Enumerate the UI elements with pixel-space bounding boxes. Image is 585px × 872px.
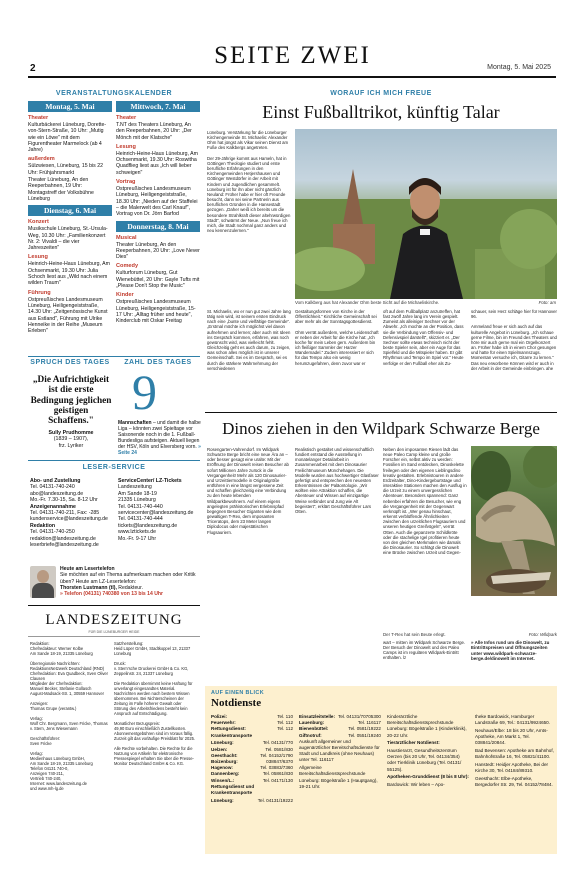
calendar-event: Theater Lüneburg, An den Reeperbahnen, 19 Uhr: Montagstreff der Volksbühne Lüneburg bbox=[28, 177, 94, 202]
emergency-phone[interactable]: Tel. 112 bbox=[277, 720, 293, 726]
emergency-row: theke Bardowick, Hamburger Landstraße 69, Tel.: 04131/9924650. bbox=[475, 714, 551, 726]
service-red-phone[interactable]: Tel. 04131-740-250 bbox=[30, 529, 75, 536]
article1-kicker: WORAUF ICH MICH FREUE bbox=[330, 90, 432, 97]
emergency-label: Dannenberg: bbox=[211, 771, 240, 777]
emergency-row: Tierärztlicher Notdienst: bbox=[387, 740, 440, 746]
page-header bbox=[0, 0, 585, 78]
divider bbox=[28, 356, 200, 357]
emergency-row: Krankentransporte bbox=[211, 732, 253, 738]
vicar-photo-illustration bbox=[295, 129, 557, 299]
quote-text: „Die Aufrichtigkeit ist die erste Bedingung jeglichen geistigen Schaffens." bbox=[30, 375, 112, 427]
article1-col1: St. Michaelis, wo er nun gut zwei Jahre lang tätig sein wird, ist seinem ersten Eindruck nach eine „bunte und vielfältige Gemeinde". „Erstmal möchte ich möglichst viel davon aufnehmen und lernen; aber auch mit Ideen ins Gespräch kommen, erfahren, was noch gewünscht wird, was vielleicht fehlt. Gleichzeitig geht es auch darum, zu zeigen, was schon alles möglich ist in unserer Gemeinschaft. Sei es im Gespräch, sei es durch die stärkere Wahrnehmung der verschiedenen bbox=[207, 309, 291, 371]
quote-author-role: frz. Lyriker bbox=[58, 442, 84, 449]
service-line: Am Sande 18-19 bbox=[118, 490, 157, 497]
divider bbox=[28, 605, 200, 606]
service-line[interactable]: servicecenter@landeszeitung.de bbox=[118, 510, 194, 517]
article2-col2: Realistisch gestaltet und wissenschaftlich fundiert entstand die Ausstellung in monatelanger Detailarbeit in Zusammenarbeit mit dem Dinosaurier Freilichtmuseum Münchehagen. Die Modelle wurden aus hochwertiger Glasfaser gefertigt und entsprechen den neuesten Erkenntnissen der Paläontologie. „Wir wollten eine Attraktion schaffen, die Abenteuer und Wissen auf einzigartige Weise verbindet und Jung wie Alt begeistert", erklärt Geschäftsführer Lars Otten. bbox=[295, 447, 379, 514]
emergency-label: Boizenburg: bbox=[211, 758, 238, 764]
lesertelefon-phone[interactable]: » Telefon (04131) 740380 von 13 bis 14 Uhr bbox=[60, 591, 163, 598]
article2-col1: Rosengarten-Vahrendorf. Im Wildpark Schwarze Berge bricht eine neue Ära an – oder besser gesagt eine uralte: Mit der Eröffnung der Dinowelt reisen Besucher ab sofort Millionen Jahre zurück in die Vergangenheit! Mehr als 120 Dinosaurier- und Urzeittiermodelle in Originalgröße entführen in eine längst vergessene Zeit und schaffen gleichzeitig eine Verbindung zu den heute lebenden Wildparkbewohnern. Auf einem eigens angelegten prähistorischen Erlebnispfad begegnen Besucher Giganten wie dem gewaltigen T-Rex, dem imposanten Triceratops, dem 23 Meter langen Diplodocus oder majestätischen Flugsauriern. bbox=[207, 447, 289, 535]
service-red-title: Redaktion bbox=[30, 522, 56, 529]
service-line: Mo.-Fr. 9-17 Uhr bbox=[118, 535, 157, 542]
emergency-col2 bbox=[299, 714, 381, 791]
calendar-category: Vortrag bbox=[116, 179, 136, 186]
emergency-kicker: AUF EINEN BLICK bbox=[211, 690, 265, 696]
article1-col4: schauer, sein Herz schläge hier für Hannover 96. Ammeland freue er sich auch auf das kulturelle Angebot in Lüneburg. „Ich schaue gerne Filme, bin im Freund des Theaters und höre mir auch gerne mal ein Orgelkonzert an. Früher habe ich in einem Chor gesungen und hatte für einen Spielmannszugs. Momentan versuche ich, Gitarre zu lernen." Das neu erworbene Können wird er auch in der Arbeit in der Gemeinde einbringen. ahe bbox=[471, 309, 557, 371]
article1-photo-credit: Foto: am bbox=[538, 300, 556, 305]
emergency-title: Notdienste bbox=[211, 697, 262, 709]
divider bbox=[28, 636, 200, 637]
emergency-phone[interactable]: Tel. 04152/1790 bbox=[260, 752, 293, 758]
emergency-row: Neuhaus/Elbe: 18 bis 20 Uhr, Amts-Apotheke, Am Markt 1, Tel. 038841/20844. bbox=[475, 727, 548, 746]
calendar-category: Comedy bbox=[116, 263, 139, 270]
calendar-day-heading: Dienstag, 6. Mai bbox=[28, 205, 112, 216]
service-abo-title: Abo- und Zustellung bbox=[30, 478, 81, 484]
emergency-label: Uelzen: bbox=[211, 746, 228, 752]
emergency-label: Feuerwehr: bbox=[211, 720, 236, 726]
emergency-row: Bad Bevensen: Apotheke am Bahnhof, Bahnhofstraße 16, Tel. 05821/41100. bbox=[475, 748, 554, 760]
calendar-event: Kulturforum Lüneburg, Gut Wienebüttel, 20 Uhr: Gayle Tufts mit „Please Don't Stop the Music" bbox=[116, 270, 200, 290]
service-center-title: ServiceCenter/ LZ-Tickets bbox=[118, 478, 182, 484]
calendar-day-heading: Donnerstag, 8. Mai bbox=[116, 221, 200, 232]
masthead-subtitle: FÜR DIE LÜNEBURGER HEIDE bbox=[88, 630, 140, 634]
calendar-category: Lesung bbox=[28, 254, 48, 261]
calendar-category: Führung bbox=[28, 289, 51, 296]
calendar-event: Ostpreußisches Landesmuseum Lüneburg, Heiligengeiststraße, 14.30 Uhr: „Zeitgenössische Kunst aus Estland", Führung mit Ulrike Henneike in der Reihe „Museum Erleben" bbox=[28, 296, 108, 335]
emergency-phone[interactable]: Tel. 116117 bbox=[357, 720, 381, 726]
calendar-category: außerdem bbox=[28, 156, 55, 163]
number-ref[interactable]: » Seite 24 bbox=[118, 444, 201, 457]
article2-photo-credit: Foto: Wildpark bbox=[528, 632, 557, 637]
service-anz-title: Anzeigenannahme bbox=[30, 503, 76, 510]
emergency-label: Lüneburg: bbox=[211, 740, 234, 746]
imprint-column-2: Satzherstellung: Heid Lüper GmbH, Stadtkoppel 13, 21337 Lüneburg Druck: v. Stern'sche Druckerei GmbH & Co. KG, Zeppelinstr. 24, 21337 Lüneburg Die Redaktion übernimmt keine Haftung für unverlangt eingesandtes Material. Nachrichten werden nach bestem Wissen übernommen. Bei Nichterscheinen der Zeitung im Falle höherer Gewalt oder Störung des Arbeitsfriedens besteht kein Anspruch auf Entschädigung. Monatlicher Bezugspreis: 49,90 Euro einschließlich Zustellkosten. Abonnementgebühren sind im Voraus fällig. Zurzeit gilt das vorläufige Preisblatt für 2025. Alle Rechte vorbehalten. Die Rechte für die Nutzung von Artikeln für elektronische Pressespiegel erhalten Sie über die Presse-Monitor Deutschland GmbH & Co. KG. bbox=[114, 641, 196, 766]
calendar-event: Sülzwiesen, Lüneburg, 15 bis 22 Uhr: Frühjahrsmarkt bbox=[28, 163, 103, 176]
divider bbox=[28, 460, 200, 461]
header-rule bbox=[28, 76, 556, 78]
emergency-row: Hanstedt: Heidjer Apotheke, Bei der Kirche 30, Tel. 04184/89310. bbox=[475, 761, 549, 774]
emergency-phone[interactable]: Tel. 04131/70705300 bbox=[338, 714, 381, 719]
calendar-event: Kulturbäckerei Lüneburg, Dorette-von-Stern-Straße, 10 Uhr: „Mutig wie ein Löwe" mit dem Figurentheater Marmelock (ab 4 Jahre) bbox=[28, 122, 107, 154]
calendar-event: Musikschule Lüneburg, St.-Ursula-Weg, 10.30 Uhr: „Familienkonzert Nr. 2: Vivaldi – die vier Jahreszeiten" bbox=[28, 226, 108, 252]
emergency-row: Rettungsdienst und Krankentransporte bbox=[211, 783, 255, 795]
emergency-row bbox=[211, 798, 293, 804]
emergency-row: Apotheken-Grunddienst (8 bis 8 Uhr): bbox=[387, 774, 469, 780]
service-abo-phone[interactable]: Tel. 04131-740-240 bbox=[30, 484, 75, 491]
calendar-event: Ostpreußisches Landesmuseum Lüneburg, Heiligengeiststraße, 15-17 Uhr: „Alltag früher und heute", Kinderclub mit Oskar Freitag bbox=[116, 299, 196, 325]
service-abo-email[interactable]: abo@landeszeitung.de bbox=[30, 490, 84, 497]
emergency-phone[interactable]: Tel. 0551/19240 bbox=[348, 732, 381, 738]
emergency-phone[interactable]: Tel. 03883/7360 bbox=[260, 765, 293, 771]
calendar-event: Theater Lüneburg, An den Reeperbahnen, 20 Uhr: „Love Never Dies" bbox=[116, 241, 200, 261]
service-line[interactable]: www.lztickets.de bbox=[118, 529, 157, 536]
emergency-label: Giftnotruf: bbox=[299, 732, 322, 738]
article1-caption: Vom Kalkberg aus hat Alexander Ohm beste Sicht auf die Michaeliskirche. bbox=[295, 300, 440, 305]
emergency-row: Auskunft allgemeiner und augenärztlicher Bereitschaftsdienste für Stadt und Landkreis (ohne Neuhaus) unter Tel. 116117 bbox=[299, 738, 380, 763]
service-anz-email[interactable]: kundenservice@landeszeitung.de bbox=[30, 516, 108, 523]
emergency-label: Winsen/L.: bbox=[211, 777, 235, 783]
calendar-category: Lesung bbox=[116, 143, 136, 150]
emergency-label: Bienenbüttel: bbox=[299, 726, 329, 732]
article1-col2: Gestaltungsformen von Kirche in der Öffentlichkeit." Kirchliche Gemeinschaft sei aber mehr als der Sonntagsgottesdienst. Ohm verrät außerdem, welche Leidenschaft er neben der Arbeit für die Kirche hat: „Ich koche für mein Leben gern. Außerdem bin ich fleißiger Sammler der Harzer Wandernadel." Zudem interessiert er sich für das Tempo also ein wenig herumzugefahren, denn zuvor war er bbox=[295, 309, 379, 366]
emergency-row: Geesthacht: Elbe-Apotheke, Bergedorfer Str. 29, Tel. 04152/78484. bbox=[475, 775, 553, 788]
service-line[interactable]: Tel. 04131-740-444 bbox=[118, 516, 163, 523]
article1-col3: oft auf dem Fußballplatz anzutreffen, hat fast zwölf Jahre lang im Verein gespielt. Zumeist als alleiniger Sechser vor der Abwehr. „Ich mochte an der Position, dass sie die Verbindung von Offensiv- und Defensivspiel darstellt", skizziert er. „Der Sechser sollte etwas technisch nicht der beste Spieler sein, aber ein Auge für das Spielfeld und die Mitspieler haben. Er gibt Rhythmus und Tempo im Spiel vor." Heute verfolge er den Fußball eher als Zu- bbox=[383, 309, 464, 366]
trex-illustration bbox=[471, 446, 557, 596]
service-abo-hours: Mo.-Fr. 7.30-15, Sa. 8-12 Uhr bbox=[30, 497, 98, 504]
calendar-event: Heinrich-Heine-Haus Lüneburg, Am Ochsenmarkt, 19.30 Uhr: Roswitha Quadflieg liest aus „Ich will lieber schweigen" bbox=[116, 150, 198, 176]
emergency-row: Bardowick: Wir leben – Apo- bbox=[387, 782, 445, 788]
number-value: 9 bbox=[132, 364, 157, 420]
emergency-label: Einsatzleitstelle: bbox=[299, 714, 335, 719]
emergency-label: Polizei: bbox=[211, 714, 228, 719]
number-text: Mannschaften – und damit die halbe Liga – könnten zwei Spieltage vor Saisonende noch in die 1. Fußball-Bundesliga aufsteigen. Aktuell liegen der HSV, Köln und Elversberg vorn. » Seite 24 bbox=[118, 420, 201, 457]
article2-col3: Neben den imposanten Riesen lädt das neue Paleo Camp kleine und große Forscher ein, selbst aktiv zu werden: Fossilien im Sand entdecken, Dinoskelette freilegen oder den eigenen Lieblingsdino kreativ gestalten. Erlebnistouren in andere Erdzeitalter, Dino-Kindergeburtstage und interaktive Stationen machen den Ausflug in die Urzeit zu einem unvergesslichen Abenteuer. Besonders spannend: Ganz nebenbei erfahren die Besucher, wie eng die Vergangenheit mit der Gegenwart verknüpft ist. „Wer genau hinschaut, erkennt verblüffende Ähnlichkeiten zwischen den urzeitlichen Flugsauriern und unseren heutigen Greifvögeln", verrät Otten. Auch die gepanzerte Schildkröte oder die stachelige Igel profitieren heute von den gleichen Merkmalen wie damals die Dinosaurier. So schlägt die Dinowelt eine Brücke zwischen Urzeit und Gegen- bbox=[383, 447, 467, 556]
emergency-label: Lauenburg: bbox=[299, 720, 325, 726]
emergency-row: Allgemeine Bereitschaftsdienstsprechstunde Lüneburg: Bögelstraße 1 (Hauptgang), 19-21 Uhr. bbox=[299, 765, 378, 789]
emergency-col3 bbox=[387, 714, 469, 790]
emergency-row: Kinderärztliche Bereitschaftsdienstsprechstunde Lüneburg: Bögelstraße 1 (Kinderklinik), 20-22 Uhr. bbox=[387, 714, 467, 738]
lesertelefon-text: Sie möchten auf ein Thema aufmerksam machen oder Kritik üben? Heute am LZ-Lesertelefon: bbox=[60, 572, 196, 585]
article1-headline: Einst Fußballtrikot, künftig Talar bbox=[262, 102, 500, 122]
avatar bbox=[30, 566, 56, 598]
article2-col4: wart – mitten im Wildpark Schwarze Berge. Der Besuch der Dinowelt und des Paleo Camps ist im regulären Wildpark-Eintritt enthalten. lz bbox=[383, 640, 466, 661]
trex-photo bbox=[471, 446, 557, 596]
calendar-event: T.NT des Theaters Lüneburg, An den Reeperbahnen, 20 Uhr: „Der Mönch mit der Klatsche" bbox=[116, 122, 192, 141]
emergency-phone[interactable]: Tel. 05861/830 bbox=[262, 771, 293, 777]
emergency-phone[interactable]: Tel. 110 bbox=[277, 714, 293, 719]
calendar-heading: VERANSTALTUNGSKALENDER bbox=[55, 90, 173, 97]
service-heading: LESER-SERVICE bbox=[82, 464, 146, 471]
emergency-label: Lüneburg: bbox=[211, 797, 234, 803]
emergency-col1 bbox=[211, 714, 293, 804]
lesertelefon-title: Heute am Lesertelefon bbox=[60, 566, 115, 572]
calendar-event: Heinrich-Heine-Haus Lüneburg, Am Ochsenmarkt, 19.30 Uhr: Julia Schoch liest aus „Wild nach einem wilden Traum" bbox=[28, 261, 110, 287]
quote-label: SPRUCH DES TAGES bbox=[30, 359, 110, 366]
calendar-category: Theater bbox=[116, 115, 137, 121]
quote-author: Sully Prudhomme bbox=[48, 430, 94, 436]
service-right bbox=[118, 478, 202, 542]
emergency-phone[interactable]: Tel. 04131/19222 bbox=[257, 797, 293, 803]
calendar-category: Theater bbox=[28, 115, 49, 121]
service-line[interactable]: tickets@landeszeitung.de bbox=[118, 522, 178, 529]
emergency-phone[interactable]: Tel. 04171/130 bbox=[262, 777, 293, 783]
service-line[interactable]: Tel. 04131-740-440 bbox=[118, 503, 163, 510]
divider bbox=[205, 412, 557, 413]
service-anz-phone[interactable]: Tel. 04131-740-211, Fax: -285 bbox=[30, 510, 100, 517]
service-red-email[interactable]: redaktion@landeszeitung.de bbox=[30, 535, 96, 542]
page-number: 2 bbox=[30, 63, 36, 74]
service-left bbox=[30, 478, 114, 548]
calendar-day-heading: Montag, 5. Mai bbox=[28, 101, 112, 112]
lesertelefon-name: Thorsten Lustmann (tl), bbox=[60, 584, 117, 591]
article2-caption: Der T-Rex hat sein Beute erlegt. bbox=[383, 632, 446, 637]
article2-headline: Dinos ziehen in den Wildpark Schwarze Berge bbox=[222, 419, 540, 438]
emergency-label: Hagenow: bbox=[211, 765, 233, 771]
service-letters-email[interactable]: leserbriefe@landeszeitung.de bbox=[30, 542, 99, 549]
emergency-phone[interactable]: Tel. 04131/770 bbox=[262, 740, 293, 746]
quote-attribution bbox=[30, 430, 112, 449]
emergency-phone[interactable]: Tel. 0581/19222 bbox=[348, 726, 381, 732]
masthead: LANDESZEITUNG bbox=[45, 612, 183, 628]
calendar-category: Musical bbox=[116, 234, 137, 241]
emergency-row: Haustierarzt, Gesundheitszentrum Oerzen (bis 20 Uhr, Tel. 04134/354) oder Tierklinik Lüneburg (Tel. 04131/ 55125). bbox=[387, 748, 462, 772]
issue-date: Montag, 5. Mai 2025 bbox=[487, 64, 551, 71]
article2-info[interactable]: » Alle Infos rund um die Dinowelt, zu Eintrittspreisen und Öffnungszeiten unter www.wildpark-schwarze-berge.de/dinowelt im Internet. bbox=[471, 640, 550, 662]
emergency-phone[interactable]: Tel. 112 bbox=[277, 726, 293, 732]
lesertelefon: Heute am Lesertelefon Sie möchten auf ein Thema aufmerksam machen oder Kritik üben? Heute am LZ-Lesertelefon: Thorsten Lustmann (tl), Redakteur. » Telefon (04131) 740380 von 13 bis 14 Uhr bbox=[60, 566, 202, 597]
calendar-column-2 bbox=[116, 101, 200, 325]
emergency-col4 bbox=[475, 714, 555, 790]
calendar-day-heading: Mittwoch, 7. Mai bbox=[116, 101, 200, 112]
quote-author-years: (1839 – 1907), bbox=[53, 436, 89, 443]
emergency-label: Rettungsdienst: bbox=[211, 726, 246, 732]
service-line: Landeszeitung bbox=[118, 484, 152, 491]
imprint-column-1: Redaktion: Chefredakteur: Werner Kolbe Am Sande 18-19, 21335 Lüneburg Überregionale Nachrichten: RedaktionsNetzwerk Deutschland (RND) Chefredaktion: Eva Quadbeck, Sven Oliver Clausen Mitglieder der Chefredaktion: Manuel Becker, Stefanie Gollasch August-Madsack-Str. 1, 30559 Hannover Anzeigen: Thomas Grupe (verantw.) Verlag: Wolf Chr. Bergmann, Sven Fricke, Thomas v. Stern, Jens Wiesemann Geschäftsführer: Sven Fricke Verlag: Medienhaus Lüneburg GmbH, Am Sande 18-19, 21335 Lüneburg Telefon 04131 740-0, Anzeigen 740-211, Vertrieb 740-240, Internet: www.landeszeitung.de und www.mh-lg.de bbox=[30, 641, 109, 791]
emergency-label: Geesthacht: bbox=[211, 752, 238, 758]
service-line: 21335 Lüneburg bbox=[118, 497, 156, 504]
emergency-phone[interactable]: Tel. 0581/830 bbox=[265, 746, 293, 752]
calendar-category: Konzert bbox=[28, 219, 49, 226]
number-label: ZAHL DES TAGES bbox=[124, 359, 192, 366]
calendar-category: Kinder bbox=[116, 292, 134, 299]
page-title: SEITE ZWEI bbox=[214, 42, 371, 69]
calendar-event: Ostpreußisches Landesmuseum Lüneburg, Heiligengeiststraße, 18.30 Uhr: „Nieden auf der Staffelei – die Malerwelt des Carl Knauf", Vortrag von Dr. Jörn Barfod bbox=[116, 186, 198, 218]
emergency-phone[interactable]: 038847/6370 bbox=[266, 758, 293, 764]
calendar-column-1 bbox=[28, 101, 112, 334]
article1-intro: Lüneburg. Verstärkung für die Lüneburger Kirchengemeinde St. Michaelis: Alexander Ohm hat jüngst als Vikar seinen Dienst am Fuße des Kalkbergs angetreten. Der 29-Jährige kommt aus Hameln, hat in Göttingen Theologie studiert und erste berufliche Erfahrungen in den Kirchengemeinden Hetjershausen und Göttinger Westdörfer in der Arbeit mit Kindern und Jugendlichen gesammelt. Lüneburg ist für ihn aber nicht gänzlich Neuland: Früher habe er hier oft Freunde besucht, dann sei seine Partnerin aus beruflichen Gründen in die Hansestadt gezogen. „Daher weiß ich bereits um die besondere Strahlkraft dieser altehrwürdigen Stadt", schwärmt der Neue. „Nun freue ich mich, die Stadt nochmal ganz anders und neu kennenzulernen." bbox=[207, 130, 291, 233]
vicar-photo bbox=[295, 129, 557, 299]
